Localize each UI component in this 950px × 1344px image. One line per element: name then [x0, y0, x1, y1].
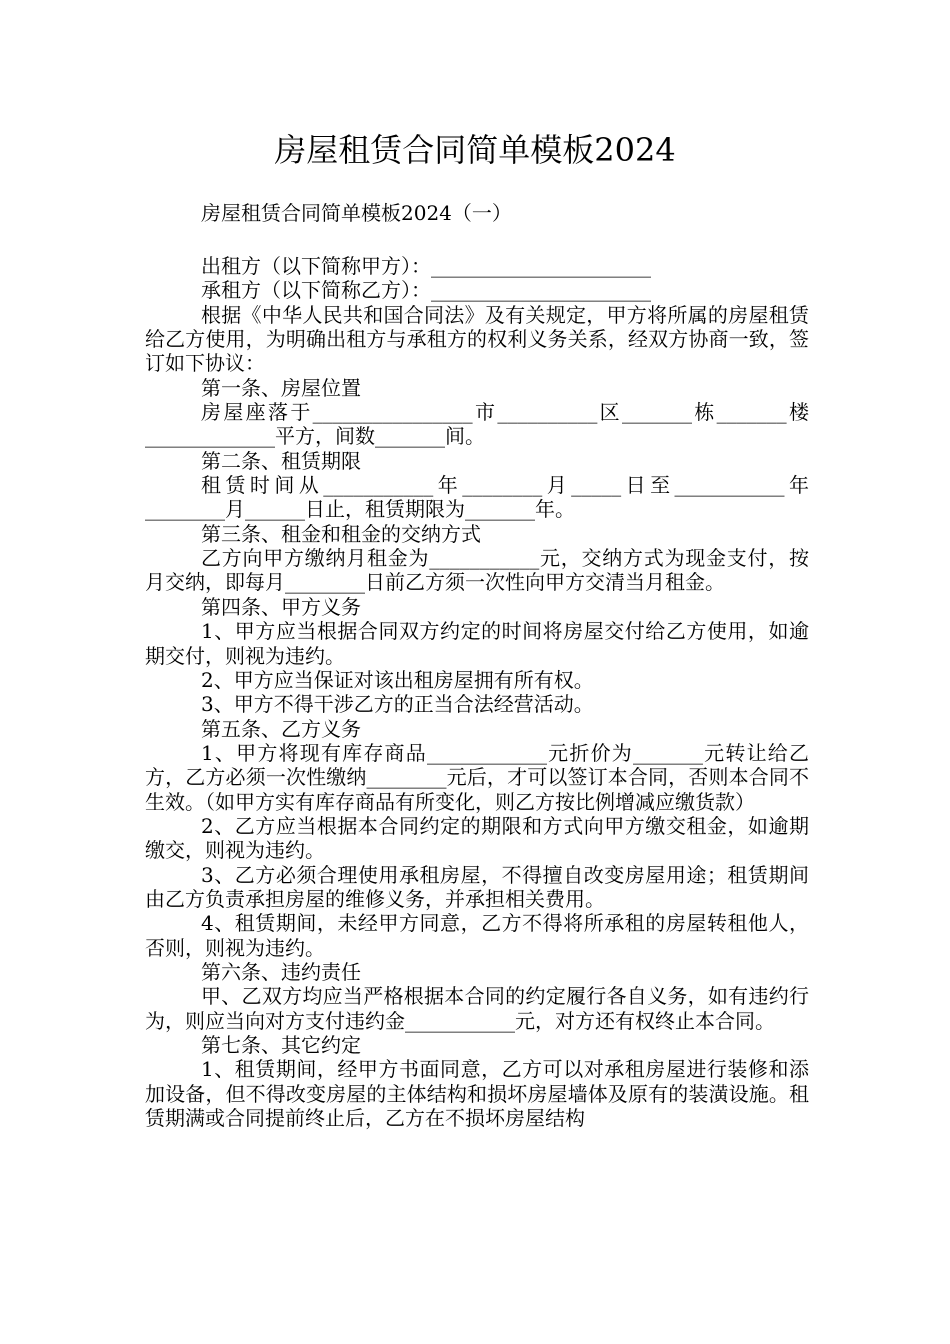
lessor-line: 出租方（以下简称甲方）：______________________ — [201, 254, 651, 278]
body-paragraph: 甲、乙双方均应当严格根据本合同的约定履行各自义务，如有违约行为，则应当向对方支付违约金___________元，对方还有权终止本合同。 — [145, 984, 809, 1033]
article-heading: 第二条、租赁期限 — [201, 448, 361, 473]
article-heading: 第六条、违约责任 — [201, 959, 361, 984]
body-paragraph: 房屋座落于________________市__________区_______栋_______楼_____________平方，间数_______间。 — [145, 400, 809, 449]
document-subtitle: 房屋租赁合同简单模板2024（一） — [201, 201, 512, 225]
body-paragraph: 租赁时间从___________年________月_____日至___________年________月______日止，租赁期限为_______年。 — [145, 473, 809, 522]
body-paragraph: 乙方向甲方缴纳月租金为___________元，交纳方式为现金支付，按月交纳，即每月________日前乙方须一次性向甲方交清当月租金。 — [145, 546, 809, 595]
document-title: 房屋租赁合同简单模板2024 — [274, 131, 676, 169]
lessee-line: 承租方（以下简称乙方）：______________________ — [201, 278, 651, 303]
body-paragraph: 2、甲方应当保证对该出租房屋拥有所有权。 — [201, 667, 594, 692]
preamble-paragraph: 根据《中华人民共和国合同法》及有关规定，甲方将所属的房屋租赁给乙方使用，为明确出租方与承租方的权利义务关系，经双方协商一致，签订如下协议： — [145, 302, 809, 376]
body-paragraph: 1、甲方将现有库存商品____________元折价为_______元转让给乙方，乙方必须一次性缴纳________元后，才可以签订本合同，否则本合同不生效。（如甲方实有库存商品有所变化，则乙方按比例增减应缴货款） — [145, 740, 809, 814]
body-paragraph: 1、甲方应当根据合同双方约定的时间将房屋交付给乙方使用，如逾期交付，则视为违约。 — [145, 619, 809, 668]
body-paragraph: 3、甲方不得干涉乙方的正当合法经营活动。 — [201, 692, 594, 717]
article-heading: 第三条、租金和租金的交纳方式 — [201, 521, 481, 546]
body-paragraph: 1、租赁期间，经甲方书面同意，乙方可以对承租房屋进行装修和添加设备，但不得改变房屋的主体结构和损坏房屋墙体及原有的装潢设施。租赁期满或合同提前终止后，乙方在不损坏房屋结构 — [145, 1057, 809, 1131]
document-body — [145, 254, 809, 1130]
article-heading: 第一条、房屋位置 — [201, 375, 361, 400]
body-paragraph: 4、租赁期间，未经甲方同意，乙方不得将所承租的房屋转租他人，否则，则视为违约。 — [145, 911, 809, 960]
article-heading: 第五条、乙方义务 — [201, 716, 361, 741]
body-paragraph: 2、乙方应当根据本合同约定的期限和方式向甲方缴交租金，如逾期缴交，则视为违约。 — [145, 813, 809, 863]
body-paragraph: 3、乙方必须合理使用承租房屋，不得擅自改变房屋用途；租赁期间由乙方负责承担房屋的维修义务，并承担相关费用。 — [145, 862, 809, 911]
article-heading: 第四条、甲方义务 — [201, 594, 361, 619]
article-heading: 第七条、其它约定 — [201, 1033, 361, 1057]
